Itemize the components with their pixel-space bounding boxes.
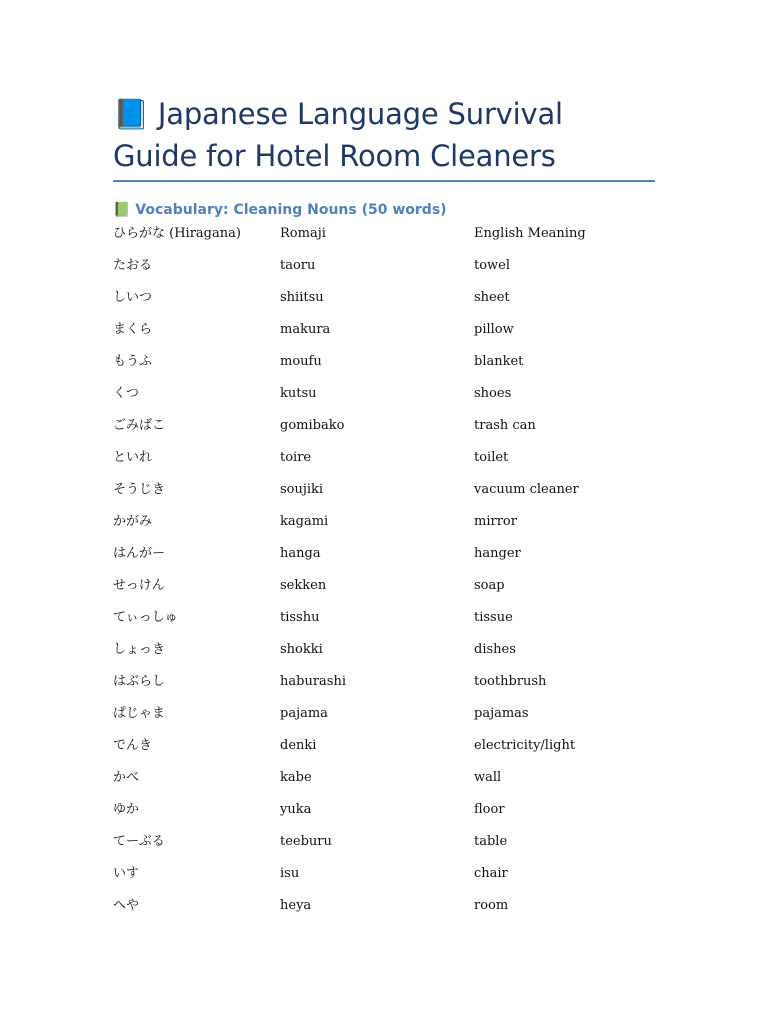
section-heading: 📗 Vocabulary: Cleaning Nouns (50 words) [113,202,447,218]
cell-hiragana: ごみばこ [113,418,166,433]
table-row [113,832,655,864]
cell-hiragana: てーぶる [113,834,165,849]
cell-romaji: isu [280,866,300,881]
table-row [113,640,655,672]
cell-hiragana: かがみ [113,514,153,529]
table-row [113,864,655,896]
cell-english: blanket [474,354,524,369]
table-row [113,480,655,512]
cell-romaji: shokki [280,642,323,657]
cell-hiragana: ぱじゃま [113,706,166,721]
table-row [113,512,655,544]
cell-hiragana: はぶらし [113,674,166,689]
cell-romaji: gomibako [280,418,345,433]
title-underline [113,180,655,182]
table-row [113,576,655,608]
table-row [113,416,655,448]
cell-english: tissue [474,610,513,625]
cell-hiragana: といれ [113,450,153,465]
table-row [113,896,655,928]
cell-english: trash can [474,418,536,433]
cell-hiragana: たおる [113,258,153,273]
cell-romaji: kagami [280,514,329,529]
cell-hiragana: はんがー [113,546,166,561]
cell-english: mirror [474,514,517,529]
document-title: 📘 Japanese Language Survival Guide for Hotel Room Cleaners [113,97,563,173]
cell-english: electricity/light [474,738,576,753]
cell-english: dishes [474,642,516,657]
cell-romaji: heya [280,898,312,913]
cell-romaji: kutsu [280,386,317,401]
cell-romaji: tisshu [280,610,320,625]
cell-english: room [474,898,509,913]
cell-romaji: haburashi [280,674,346,689]
table-row [113,288,655,320]
table-row [113,544,655,576]
vocabulary-table [113,224,655,928]
cell-english: pillow [474,322,514,337]
cell-romaji: toire [280,450,312,465]
cell-romaji: soujiki [280,482,324,497]
cell-hiragana: まくら [113,322,153,337]
table-row [113,736,655,768]
cell-english: floor [474,802,505,817]
cell-romaji: sekken [280,578,327,593]
header-hiragana: ひらがな (Hiragana) [113,226,241,241]
cell-hiragana: しょっき [113,642,166,657]
cell-hiragana: いす [113,866,140,881]
header-romaji: Romaji [280,226,326,241]
cell-romaji: teeburu [280,834,332,849]
table-row [113,704,655,736]
cell-english: table [474,834,508,849]
table-row [113,608,655,640]
cell-english: toothbrush [474,674,547,689]
table-row [113,256,655,288]
cell-english: towel [474,258,511,273]
cell-english: shoes [474,386,512,401]
cell-hiragana: せっけん [113,578,165,593]
cell-romaji: denki [280,738,317,753]
table-row [113,672,655,704]
cell-hiragana: もうふ [113,354,153,369]
cell-english: sheet [474,290,510,305]
table-header-row [113,224,655,256]
table-row [113,768,655,800]
cell-hiragana: しいつ [113,290,153,305]
cell-hiragana: かべ [113,770,140,785]
cell-english: wall [474,770,502,785]
table-row [113,448,655,480]
cell-english: chair [474,866,508,881]
table-row [113,320,655,352]
cell-english: vacuum cleaner [474,482,579,497]
cell-english: pajamas [474,706,529,721]
header-english: English Meaning [474,226,586,241]
cell-romaji: hanga [280,546,321,561]
cell-romaji: shiitsu [280,290,324,305]
cell-hiragana: へや [113,898,140,913]
table-row [113,800,655,832]
cell-romaji: pajama [280,706,328,721]
cell-romaji: moufu [280,354,322,369]
cell-romaji: kabe [280,770,312,785]
cell-hiragana: ゆか [113,802,140,817]
cell-english: hanger [474,546,521,561]
cell-romaji: yuka [280,802,312,817]
cell-romaji: makura [280,322,331,337]
cell-hiragana: そうじき [113,482,166,497]
table-row [113,384,655,416]
cell-romaji: taoru [280,258,316,273]
table-row [113,352,655,384]
cell-english: soap [474,578,505,593]
cell-hiragana: でんき [113,738,153,753]
cell-english: toilet [474,450,509,465]
cell-hiragana: くつ [113,386,140,401]
cell-hiragana: てぃっしゅ [113,610,178,625]
